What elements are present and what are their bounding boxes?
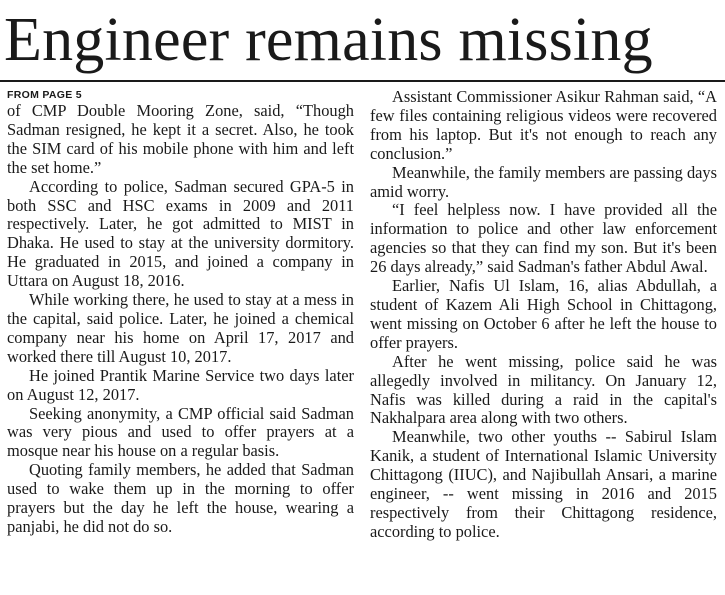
paragraph: Seeking anonymity, a CMP official said Sadman was very pious and used to offer prayers at a mosque near his house on a regular basis. — [7, 403, 354, 461]
paragraph: He joined Prantik Marine Service two days later on August 12, 2017. — [7, 365, 354, 404]
paragraph: Quoting family members, he added that Sadman used to wake them up in the morning to offer prayers but the day he left the house, wearing a panjabi, he did not do so. — [7, 460, 354, 536]
paragraph: Meanwhile, the family members are passing days amid worry. — [370, 162, 717, 201]
article-column-left — [7, 88, 354, 537]
continued-from-label: FROM PAGE 5 — [7, 89, 82, 101]
paragraph: of CMP Double Mooring Zone, said, “Though Sadman resigned, he kept it a secret. Also, he took the SIM card of his mobile phone with him and left the set home.” — [7, 101, 354, 177]
paragraph: According to police, Sadman secured GPA-5 in both SSC and HSC exams in 2009 and 2011 respectively. Later, he got admitted to MIST in Dhaka. He used to stay at the university dormitory. He graduated in 2015, and joined a company in Uttara on August 18, 2016. — [7, 176, 354, 291]
paragraph: After he went missing, police said he was allegedly involved in militancy. On January 12, Nafis was killed during a raid in the capital's Nakhalpara area along with two others. — [370, 351, 717, 428]
paragraph: “I feel helpless now. I have provided all the information to police and other law enforcement agencies so that they can find my son. But it's been 26 days already,” said Sadman's father Abdul Awal. — [370, 200, 717, 277]
paragraph: Assistant Commissioner Asikur Rahman said, “A few files containing religious videos were recovered from his laptop. But it's not enough to reach any conclusion.” — [370, 87, 717, 163]
paragraph: Meanwhile, two other youths -- Sabirul Islam Kanik, a student of International Islamic University Chittagong (IIUC), and Najibullah Ansari, a marine engineer, -- went missing in 2016 and 2015 respectively from their Chittagong residence, according to police. — [370, 427, 717, 541]
headline: Engineer remains missing — [4, 6, 653, 74]
article-column-right — [370, 88, 717, 542]
paragraph: Earlier, Nafis Ul Islam, 16, alias Abdullah, a student of Kazem Ali High School in Chittagong, went missing on October 6 after he left the house to offer prayers. — [370, 276, 717, 352]
headline-divider — [0, 80, 725, 82]
paragraph: While working there, he used to stay at a mess in the capital, said police. Later, he joined a chemical company near his home on April 17, 2017 and worked there till August 10, 2017. — [7, 290, 354, 366]
